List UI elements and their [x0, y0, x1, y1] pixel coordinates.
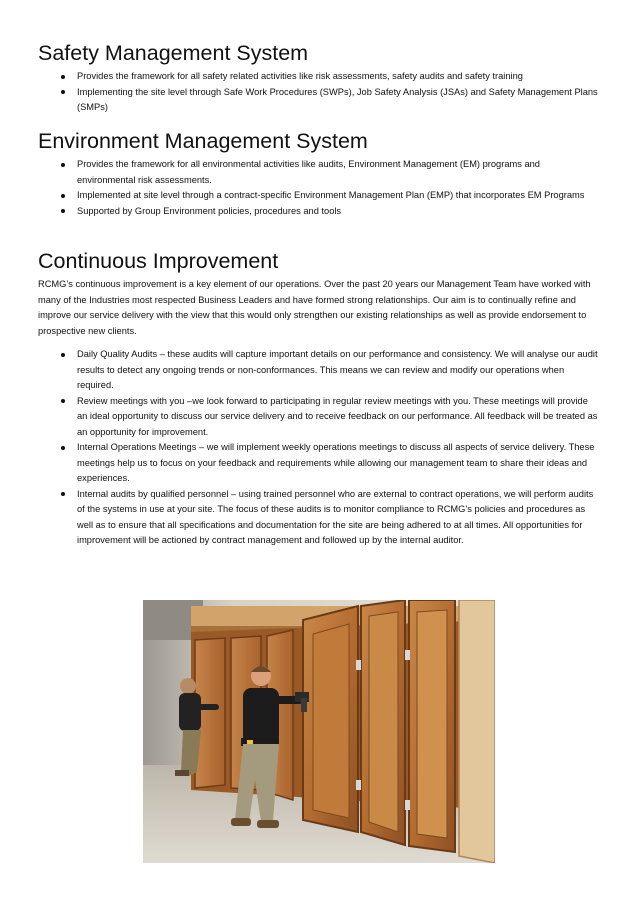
list-item: Implementing the site level through Safe Work Procedures (SWPs), Job Safety Analysis (JSAs) and Safety Management Plans (SMPs)	[38, 85, 598, 116]
safety-heading: Safety Management System	[38, 41, 309, 65]
list-item: Internal audits by qualified personnel – using trained personnel who are external to contract operations, we will perform audits of the systems in use at your site. The focus of these audits is to monitor compliance to RCMG’s policies and procedures as well as to ensure that all specifications and documentation for the site are being adhered to at all times. All opportunities for improvement will be actioned by contract management and followed up by the internal auditor.	[38, 487, 598, 549]
environment-bullet-list	[38, 157, 598, 219]
workers-installing-doors-photo	[143, 600, 495, 863]
environment-heading: Environment Management System	[38, 129, 368, 153]
list-item: Implemented at site level through a contract-specific Environment Management Plan (EMP) that incorporates EM Programs	[38, 188, 598, 204]
list-item: Daily Quality Audits – these audits will capture important details on our performance and consistency. We will analyse our audit results to detect any ongoing trends or non-conformances. This means we can review and modify our operations when required.	[38, 347, 598, 394]
improvement-bullet-list	[38, 347, 598, 549]
safety-bullet-list	[38, 69, 598, 116]
list-item: Supported by Group Environment policies, procedures and tools	[38, 204, 598, 220]
improvement-heading: Continuous Improvement	[38, 249, 279, 273]
list-item: Provides the framework for all safety related activities like risk assessments, safety audits and safety training	[38, 69, 598, 85]
list-item: Provides the framework for all environmental activities like audits, Environment Management (EM) programs and environmental risk assessments.	[38, 157, 598, 188]
improvement-intro: RCMG’s continuous improvement is a key element of our operations. Over the past 20 years our Management Team have worked with many of the Industries most respected Business Leaders and have formed strong relationships. Our aim is to continually refine and improve our service delivery with the view that this would only strengthen our existing relationships as well as provide endorsement to prospective new clients.	[38, 279, 591, 336]
list-item: Internal Operations Meetings – we will implement weekly operations meetings to discuss all aspects of service delivery. These meetings help us to focus on your feedback and requirements while allowing our management team to share their ideas and experiences.	[38, 440, 598, 487]
list-item: Review meetings with you –we look forward to participating in regular review meetings with you. These meetings will provide an ideal opportunity to discuss our service delivery and to receive feedback on our performance. All feedback will be treated as an opportunity for improvement.	[38, 394, 598, 441]
